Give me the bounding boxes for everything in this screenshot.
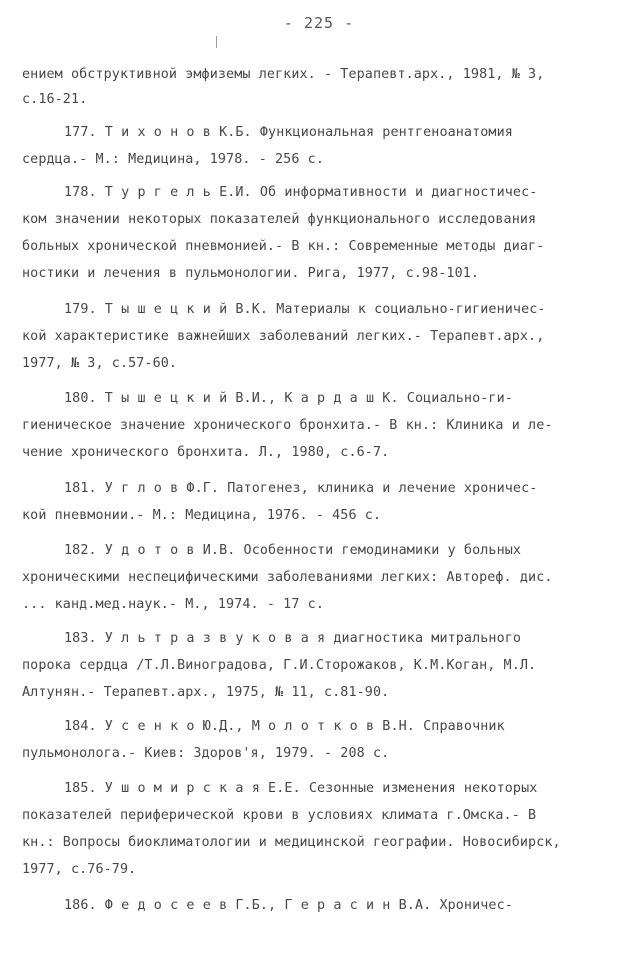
text-line: ностики и лечения в пульмонологии. Рига, 1977, с.98-101. [22, 266, 480, 281]
reference-entry-177: 177. Т и х о н о в К.Б. Функциональная рентгеноанатомия [64, 125, 513, 140]
reference-entry-178: 178. Т у р г е л ь Е.И. Об информативности и диагностичес- [64, 185, 538, 200]
text-line: ... канд.мед.наук.- М., 1974. - 17 с. [22, 597, 324, 612]
reference-entry-183: 183. У л ь т р а з в у к о в а я диагностика митрального [64, 631, 522, 646]
text-line: 1977, с.76-79. [22, 862, 137, 877]
text-line: кн.: Вопросы биоклиматологии и медицинской географии. Новосибирск, [22, 835, 561, 850]
reference-entry-182: 182. У д о т о в И.В. Особенности гемодинамики у больных [64, 543, 522, 558]
reference-entry-185: 185. У ш о м и р с к а я Е.Е. Сезонные изменения некоторых [64, 781, 538, 796]
margin-mark [216, 36, 217, 48]
text-line: пульмонолога.- Киев: Здоров'я, 1979. - 208 с. [22, 746, 390, 761]
text-line: больных хронической пневмонией.- В кн.: Современные методы диаг- [22, 239, 545, 254]
text-line: с.16-21. [22, 92, 88, 107]
text-line: 1977, № 3, с.57-60. [22, 356, 178, 371]
reference-entry-179: 179. Т ы ш е ц к и й В.К. Материалы к социально-гигиеничес- [64, 302, 546, 317]
page-number: - 225 - [283, 14, 355, 32]
text-line: ением обструктивной эмфиземы легких. - Терапевт.арх., 1981, № 3, [22, 67, 545, 82]
reference-entry-186: 186. Ф е д о с е е в Г.Б., Г е р а с и н В.А. Хроничес- [64, 898, 513, 913]
reference-entry-184: 184. У с е н к о Ю.Д., М о л о т к о в В.Н. Справочник [64, 719, 505, 734]
reference-entry-180: 180. Т ы ш е ц к и й В.И., К а р д а ш К. Социально-ги- [64, 391, 513, 406]
text-line: порока сердца /Т.Л.Виноградова, Г.И.Сторожаков, К.М.Коган, М.Л. [22, 658, 537, 673]
text-line: кой пневмонии.- М.: Медицина, 1976. - 456 с. [22, 508, 382, 523]
text-line: чение хронического бронхита. Л., 1980, с.6-7. [22, 445, 390, 460]
text-line: показателей периферической крови в условиях климата г.Омска.- В [22, 808, 537, 823]
text-line: хроническими неспецифическими заболеваниями легких: Автореф. дис. [22, 570, 553, 585]
text-line: гиеническое значение хронического бронхита.- В кн.: Клиника и ле- [22, 418, 553, 433]
text-line: ком значении некоторых показателей функционального исследования [22, 212, 537, 227]
text-line: сердца.- М.: Медицина, 1978. - 256 с. [22, 152, 324, 167]
text-line: кой характеристике важнейших заболеваний легких.- Терапевт.арх., [22, 329, 545, 344]
text-line: Алтунян.- Терапевт.арх., 1975, № 11, с.81-90. [22, 685, 390, 700]
reference-entry-181: 181. У г л о в Ф.Г. Патогенез, клиника и лечение хроничес- [64, 481, 538, 496]
